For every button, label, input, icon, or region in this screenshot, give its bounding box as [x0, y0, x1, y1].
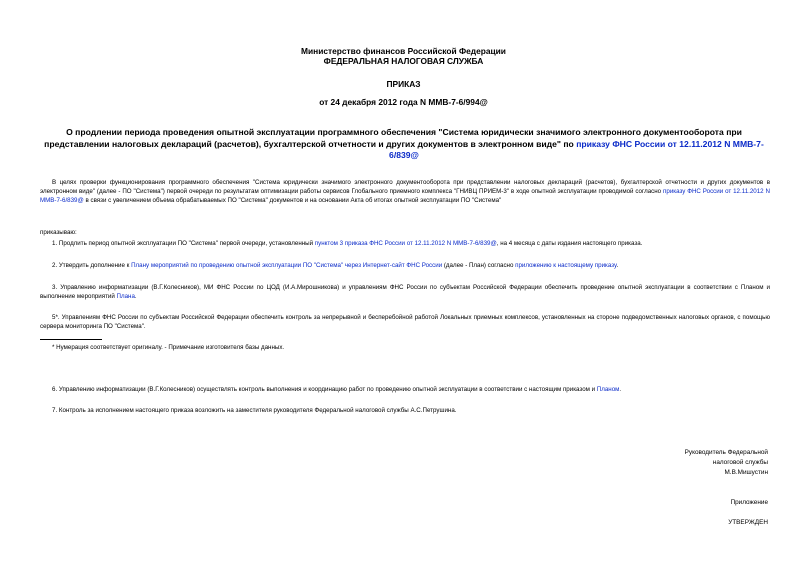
item-5: 5*. Управлениям ФНС России по субъектам Российской Федерации обеспечить контроль за непрерывной и бесперебойной работой Локальных приемных комплексов, установленных на стороне подведомственных налоговых органов, с помощью сервера мониторинга ПО "Система". [40, 314, 770, 331]
signature-name: М.В.Мишустин [724, 469, 768, 476]
item-1-text-1: 1. Продлить период опытной эксплуатации ПО "Система" первой очереди, установленный [52, 240, 315, 247]
doc-title [40, 127, 768, 162]
service-name: ФЕДЕРАЛЬНАЯ НАЛОГОВАЯ СЛУЖБА [323, 56, 484, 66]
item-3-text-2: . [134, 293, 137, 301]
item-1-link[interactable]: пунктом 3 приказа ФНС России от 12.11.2012 N ММВ-7-6/839@ [314, 240, 497, 247]
item-6-plan-link[interactable]: Планом [596, 386, 620, 393]
item-6-text-2: . [619, 386, 622, 393]
item-2-plan-link[interactable]: Плану мероприятий по проведению опытной эксплуатации ПО "Система" через Интернет-сайт ФНС России [131, 262, 443, 269]
footnote: * Нумерация соответствует оригиналу. - Примечание изготовителя базы данных. [52, 344, 285, 351]
signature-position-2: налоговой службы [712, 459, 768, 466]
item-1 [40, 239, 770, 248]
doc-type: ПРИКАЗ [386, 79, 421, 89]
ministry-name: Министерство финансов Российской Федерации [301, 46, 506, 56]
item-2-text-1: 2. Утвердить дополнение к [52, 262, 132, 269]
item-2-text-3: . [616, 262, 619, 269]
item-2 [40, 261, 770, 270]
doc-title-link[interactable]: приказу ФНС России от 12.11.2012 N ММВ-7-6/839@ [389, 138, 764, 160]
item-6 [40, 385, 770, 394]
order-word: приказываю: [40, 229, 77, 236]
signature-position-1: Руководитель Федеральной [684, 449, 768, 456]
preamble-text-1: В целях проверки функционирования программного обеспечения "Система юридически значимого электронного документооборота при представлении налоговых деклараций (расчетов), бухгалтерской отчетности и других документов в электронном виде" (далее - ПО "Система") первой очереди по результатам оптимизации работы сервисов Глобального приемного комплекса "ГНИВЦ ПРИЕМ-3" в ходе опытной эксплуатации проводимой согласно [40, 179, 770, 196]
preamble-link[interactable]: приказу ФНС России от 12.11.2012 N ММВ-7-6/839@ [40, 188, 770, 205]
footnote-divider [40, 339, 102, 340]
item-3-text-1: 3. Управлению информатизации (В.Г.Колесников), МИ ФНС России по ЦОД (И.А.Мирошникова) и управлениям ФНС России по субъектам Российской Федерации обеспечить проведение опытной эксплуатации в соответствии с Планом и выполнение мероприятий [40, 284, 770, 301]
item-2-appendix-link[interactable]: приложению к настоящему приказу [515, 262, 617, 269]
preamble [40, 178, 770, 206]
doc-title-text: О продлении периода проведения опытной эксплуатации программного обеспечения "Система юридически значимого электронного документооборота при представлении налоговых деклараций (расчетов), бухгалтерской отчетности и других документов в электронном виде" по [44, 127, 742, 149]
preamble-text-2: в связи с увеличением объема обрабатываемых ПО "Система" документов и на основании Акта об итогах опытной эксплуатации ПО "Система" [83, 197, 502, 205]
appendix-approved: УТВЕРЖДЕН [728, 519, 768, 526]
appendix-label: Приложение [730, 499, 768, 506]
item-3 [40, 283, 770, 301]
item-3-plan-link[interactable]: Плана [116, 293, 135, 301]
item-2-text-2: (далее - План) согласно [442, 262, 516, 269]
item-7: 7. Контроль за исполнением настоящего приказа возложить на заместителя руководителя Федеральной налоговой службы А.С.Петрушина. [52, 407, 457, 414]
item-6-text-1: 6. Управлению информатизации (В.Г.Колесников) осуществлять контроль выполнения и координацию работ по проведению опытной эксплуатации в соответствии с настоящим приказом и [52, 386, 597, 393]
doc-date-number: от 24 декабря 2012 года N ММВ-7-6/994@ [319, 97, 488, 107]
item-1-text-2: , на 4 месяца с даты издания настоящего приказа. [496, 240, 643, 247]
